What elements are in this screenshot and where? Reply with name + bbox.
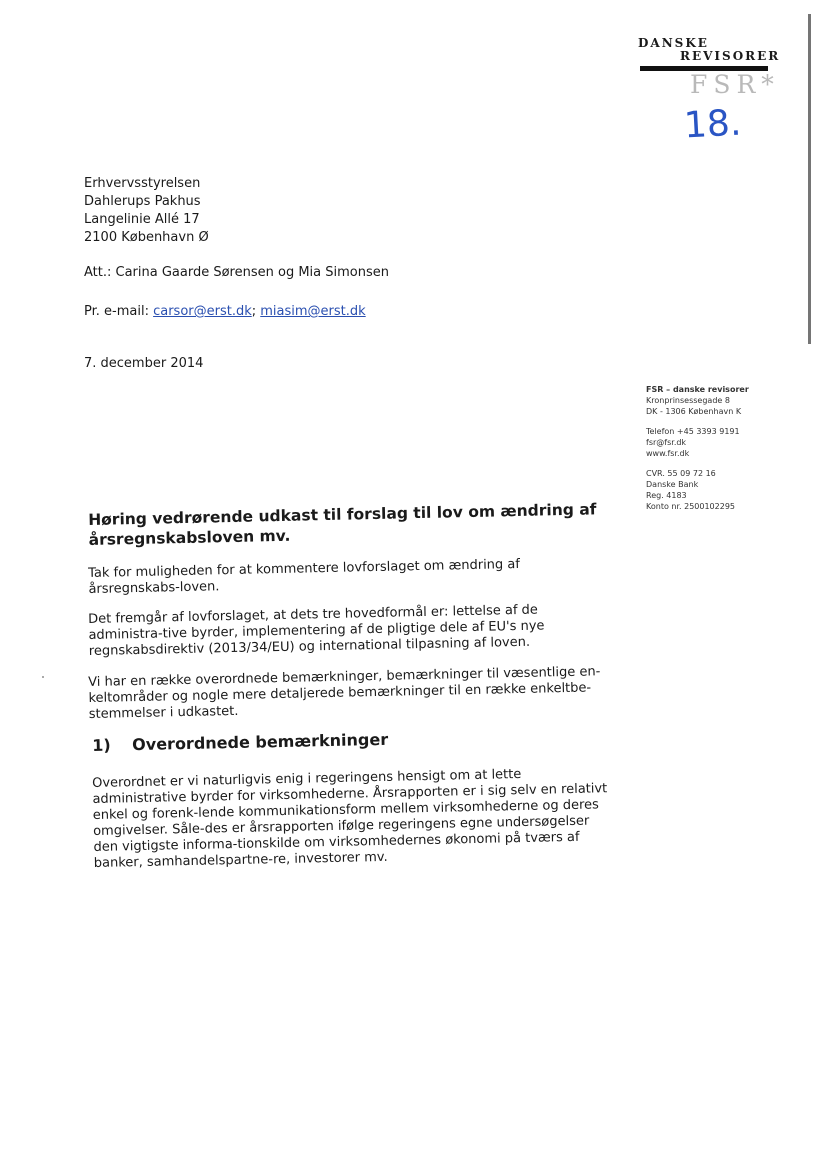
sender-street: Kronprinsessegade 8 (646, 396, 730, 405)
sender-city: DK - 1306 København K (646, 407, 742, 416)
email-link-carsor[interactable]: carsor@erst.dk (153, 304, 252, 319)
sender-mail: fsr@fsr.dk (646, 438, 687, 447)
section-number: 1) (92, 735, 111, 755)
paragraph-4: Overordnet er vi naturligvis enig i regeringens hensigt om at lette administrative byrder for virksomhederne. Årsrapporten er i sig selv en relativt enkel og forenk-lende kommunikationsform mellem virksomhederne og deres omgivelser. Såle-des er årsrapporten ifølge regeringens egne undersøgelser den vigtigste informa-tionskilde om virksomhedernes økonomi på tværs af banker, samhandelspartne-re, investorer mv. (92, 767, 608, 871)
paragraph-3: Vi har en række overordnede bemærkninger, bemærkninger til væsentlige en-keltområder og nogle mere detaljerede bemærkninger til en række enkeltbe-stemmelser i udkastet. (88, 664, 601, 722)
paragraph-1: Tak for muligheden for at kommentere lovforslaget om ændring af årsregnskabs-loven. (88, 556, 521, 597)
scan-edge-line (808, 14, 811, 344)
recipient-address (84, 175, 209, 247)
letter-title: Høring vedrørende udkast til forslag til lov om ændring af årsregnskabsloven mv. (88, 500, 597, 549)
logo-line2: REVISORER (680, 49, 781, 63)
email-link-miasim[interactable]: miasim@erst.dk (260, 304, 366, 319)
attention-line: Att.: Carina Gaarde Sørensen og Mia Simonsen (84, 265, 389, 280)
paragraph-2: Det fremgår af lovforslaget, at dets tre hovedformål er: lettelse af de administra-tive byrder, implementering af de pligtige dele af EU's nye regnskabsdirektiv (2013/34/EU) og international tilpasning af loven. (88, 602, 545, 659)
recipient-line: 2100 København Ø (84, 230, 209, 245)
logo-line1: DANSKE (638, 36, 709, 50)
sender-phone: Telefon +45 3393 9191 (646, 427, 740, 436)
scan-speck (42, 676, 44, 678)
section-heading-1 (92, 725, 612, 755)
sender-web: www.fsr.dk (646, 449, 690, 458)
email-separator: ; (251, 304, 261, 319)
letter-date: 7. december 2014 (84, 356, 204, 371)
sender-block (646, 384, 749, 512)
email-line (84, 303, 366, 321)
sender-cvr: CVR. 55 09 72 16 (646, 469, 716, 478)
sender-bank: Danske Bank (646, 480, 699, 489)
fsr-stamp: FSR* (690, 70, 780, 99)
recipient-line: Dahlerups Pakhus (84, 194, 201, 209)
handwritten-number: 18. (682, 102, 743, 147)
sender-reg: Reg. 4183 (646, 491, 687, 500)
sender-name: FSR – danske revisorer (646, 385, 749, 394)
recipient-line: Erhvervsstyrelsen (84, 176, 201, 191)
section-title: Overordnede bemærkninger (131, 729, 389, 755)
sender-konto: Konto nr. 2500102295 (646, 502, 735, 511)
email-prefix: Pr. e-mail: (84, 304, 154, 319)
recipient-line: Langelinie Allé 17 (84, 212, 200, 227)
